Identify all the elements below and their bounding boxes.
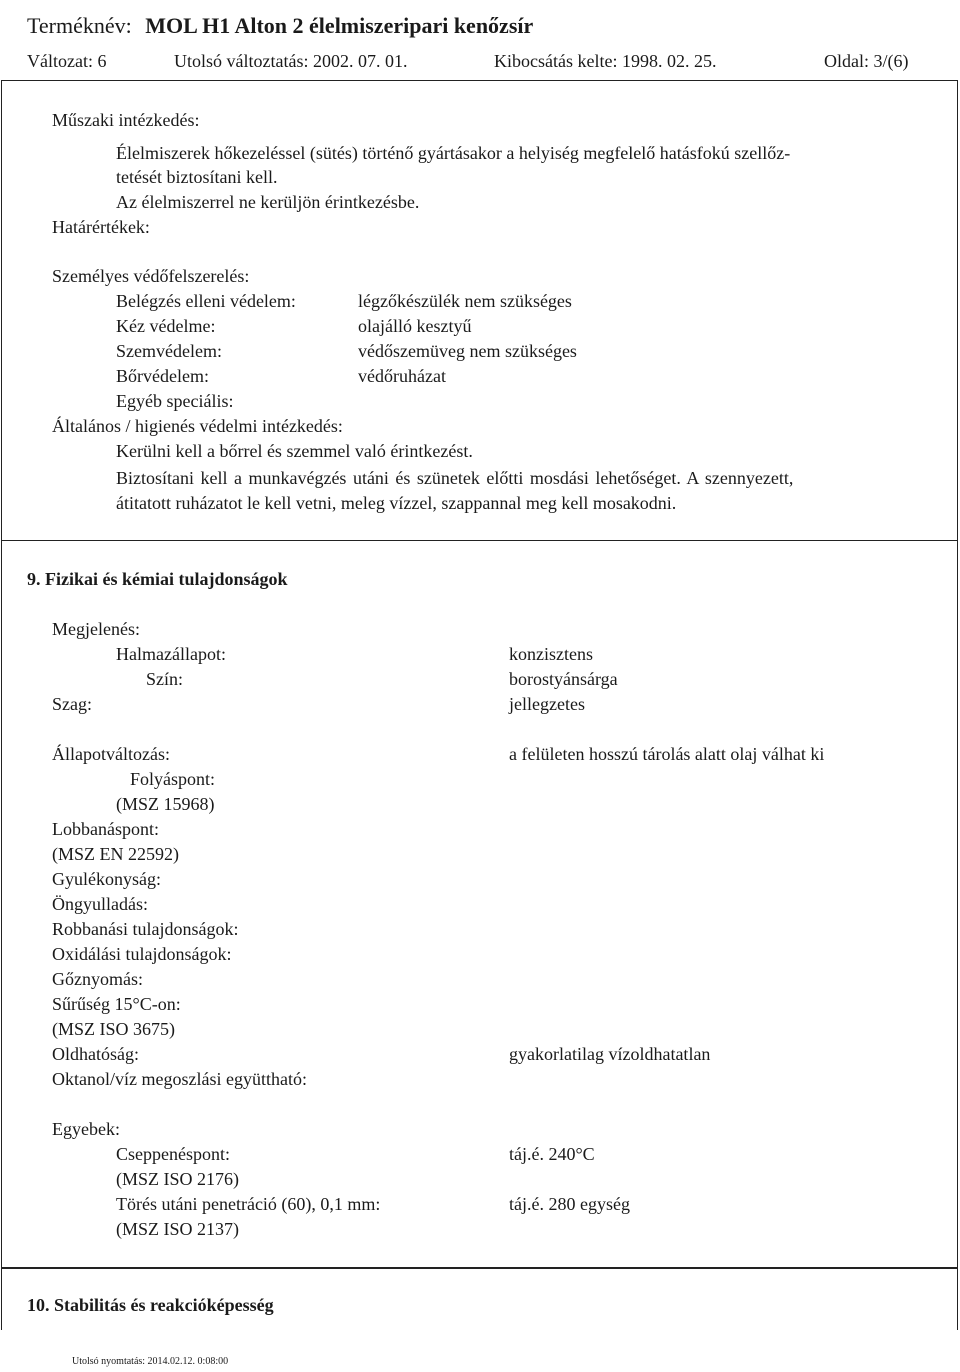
state-change-value: a felületen hosszú tárolás alatt olaj válhat ki (509, 744, 825, 764)
state-change-label: Állapotváltozás: (52, 744, 170, 764)
color-label: Szín: (146, 669, 184, 689)
penetration-value: táj.é. 280 egység (509, 1194, 630, 1214)
explosive-label: Robbanási tulajdonságok: (52, 919, 239, 939)
hygiene-label: Általános / higienés védelmi intézkedés: (52, 416, 343, 436)
product-name: MOL H1 Alton 2 élelmiszeripari kenőzsír (145, 13, 534, 38)
limits-label: Határértékek: (52, 217, 150, 237)
other-label: Egyebek: (52, 1119, 120, 1139)
drop-point-value: táj.é. 240°C (509, 1144, 595, 1164)
technical-label: Műszaki intézkedés: (52, 110, 200, 130)
ppe-hand-label: Kéz védelme: (116, 316, 216, 336)
section10-title: 10. Stabilitás és reakcióképesség (27, 1295, 274, 1315)
partition-label: Oktanol/víz megoszlási együttható: (52, 1069, 307, 1089)
product-label: Terméknév: (27, 13, 132, 38)
state-value: konzisztens (509, 644, 593, 664)
oxidizing-label: Oxidálási tulajdonságok: (52, 944, 232, 964)
header-page-number: Oldal: 3/(6) (824, 51, 909, 71)
solubility-value: gyakorlatilag vízoldhatatlan (509, 1044, 711, 1064)
technical-line-1: Élelmiszerek hőkezeléssel (sütés) történő gyártásakor a helyiség megfelelő hatásfokú szellőz- (116, 143, 791, 163)
odor-label: Szag: (52, 694, 92, 714)
drop-point-standard: (MSZ ISO 2176) (116, 1169, 240, 1189)
ppe-hand-value: olajálló kesztyű (358, 316, 472, 336)
hygiene-line-1: Kerülni kell a bőrrel és szemmel való érintkezést. (116, 441, 473, 461)
state-label: Halmazállapot: (116, 644, 226, 664)
header-issue-date: Kibocsátás kelte: 1998. 02. 25. (494, 51, 717, 71)
hygiene-line-2: Biztosítani kell a munkavégzés utáni és szünetek előtti mosdási lehetőséget. A szennyezett, (116, 468, 794, 488)
flash-point-label: Lobbanáspont: (52, 819, 159, 839)
section9-title: 9. Fizikai és kémiai tulajdonságok (27, 569, 288, 589)
autoignition-label: Öngyulladás: (52, 894, 148, 914)
pour-point-label: Folyáspont: (130, 769, 216, 789)
odor-value: jellegzetes (509, 694, 585, 714)
ppe-breathing-value: légzőkészülék nem szükséges (358, 291, 572, 311)
ppe-breathing-label: Belégzés elleni védelem: (116, 291, 296, 311)
hygiene-line-3: átitatott ruházatot le kell vetni, meleg vízzel, szappannal meg kell mosakodni. (116, 493, 677, 513)
header-title-row (27, 15, 533, 37)
solubility-label: Oldhatóság: (52, 1044, 139, 1064)
footer-printed: Utolsó nyomtatás: 2014.02.12. 0:08:00 (72, 1356, 229, 1367)
technical-line-2: tetését biztosítani kell. (116, 167, 278, 187)
flash-point-standard: (MSZ EN 22592) (52, 844, 179, 864)
appearance-label: Megjelenés: (52, 619, 140, 639)
technical-line-3: Az élelmiszerrel ne kerüljön érintkezésbe. (116, 192, 420, 212)
density-standard: (MSZ ISO 3675) (52, 1019, 176, 1039)
header-version: Változat: 6 (27, 51, 107, 71)
ppe-skin-label: Bőrvédelem: (116, 366, 209, 386)
flammability-label: Gyulékonyság: (52, 869, 161, 889)
vapor-pressure-label: Gőznyomás: (52, 969, 143, 989)
ppe-other-label: Egyéb speciális: (116, 391, 234, 411)
pour-point-standard: (MSZ 15968) (116, 794, 215, 814)
ppe-skin-value: védőruházat (358, 366, 446, 386)
penetration-standard: (MSZ ISO 2137) (116, 1219, 240, 1239)
header-last-modified: Utolsó változtatás: 2002. 07. 01. (174, 51, 408, 71)
ppe-eye-value: védőszemüveg nem szükséges (358, 341, 577, 361)
drop-point-label: Cseppenéspont: (116, 1144, 230, 1164)
penetration-label: Törés utáni penetráció (60), 0,1 mm: (116, 1194, 381, 1214)
ppe-eye-label: Szemvédelem: (116, 341, 222, 361)
color-value: borostyánsárga (509, 669, 618, 689)
density-label: Sűrűség 15°C-on: (52, 994, 181, 1014)
ppe-label: Személyes védőfelszerelés: (52, 266, 250, 286)
